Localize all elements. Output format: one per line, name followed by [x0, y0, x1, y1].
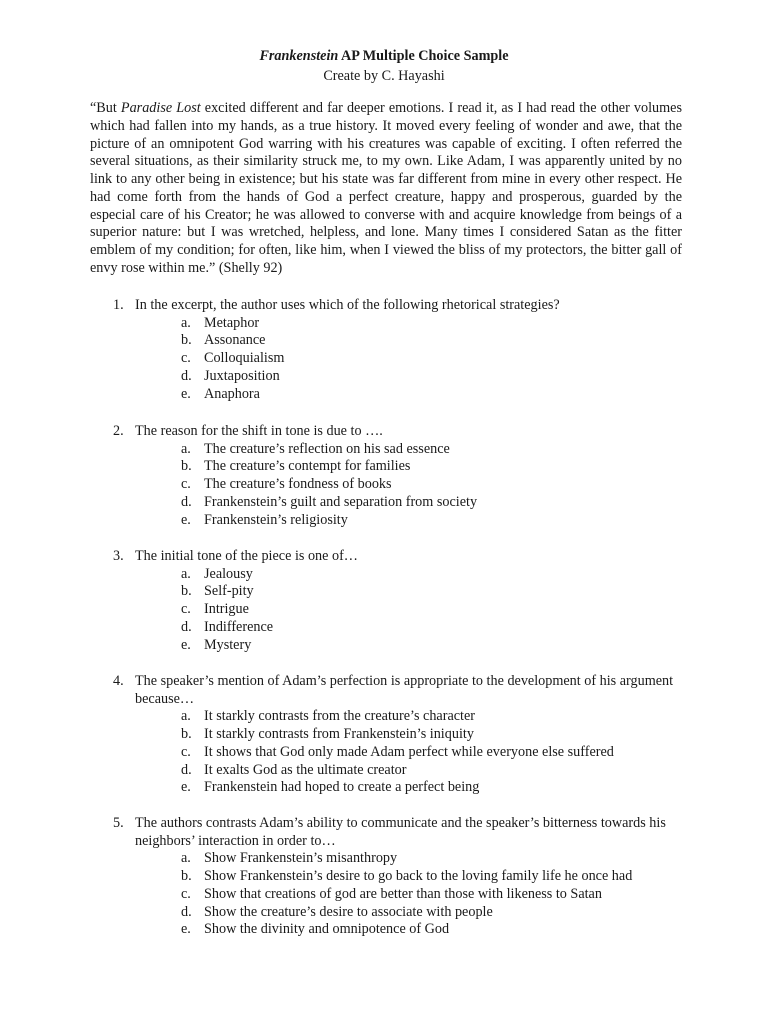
option-text: It starkly contrasts from the creature’s character — [204, 708, 476, 725]
question-1 — [113, 297, 693, 403]
document-title — [0, 46, 768, 66]
passage-body: excited different and far deeper emotions. I read it, as I had read the other volumes which had fallen into my hands, as a true history. It moved every feeling of wonder and awe, that the picture of an omnipotent God warring with his creatures was capable of exciting. I often referred the several situations, as their similarity struck me, to my own. Like Adam, I was apparently united by no link to any other being in existence; but his state was far different from mine in every other respect. He had come forth from the hands of God a perfect creature, happy and prosperous, guarded by the especial care of his Creator; he was allowed to converse with and acquire knowledge from beings of a superior nature: but I was wretched, helpless, and lone. Many times I considered Satan as the fitter emblem of my condition; for often, like him, when I viewed the bliss of my protectors, the bitter gall of envy rose within me.” (Shelly 92) — [90, 100, 682, 276]
answer-option — [113, 726, 693, 744]
option-letter: b. — [181, 868, 192, 885]
option-letter: b. — [181, 458, 192, 475]
option-letter: e. — [181, 636, 191, 653]
answer-option — [113, 762, 693, 780]
option-letter: d. — [181, 903, 192, 920]
option-letter: b. — [181, 332, 192, 349]
question-number: 3. — [113, 548, 124, 564]
answer-option — [113, 637, 693, 655]
question-text: The authors contrasts Adam’s ability to communicate and the speaker’s bitterness towards his neighbors’ interaction in order to… — [135, 815, 666, 849]
answer-option — [113, 921, 693, 939]
answer-option — [113, 601, 693, 619]
option-text: Mystery — [204, 636, 252, 653]
option-text: Show Frankenstein’s desire to go back to the loving family life he once had — [204, 868, 633, 885]
answer-option — [113, 583, 693, 601]
option-text: Indifference — [204, 618, 274, 635]
option-letter: d. — [181, 367, 192, 384]
option-letter: a. — [181, 565, 191, 582]
answer-option — [113, 779, 693, 797]
option-text: The creature’s reflection on his sad essence — [204, 440, 450, 457]
answer-option — [113, 566, 693, 584]
answer-option — [113, 904, 693, 922]
answer-option — [113, 850, 693, 868]
option-letter: d. — [181, 493, 192, 510]
question-4 — [113, 673, 693, 797]
option-text: Intrigue — [204, 601, 249, 618]
option-letter: e. — [181, 779, 191, 796]
option-letter: c. — [181, 476, 191, 493]
answer-option — [113, 386, 693, 404]
option-letter: d. — [181, 761, 192, 778]
option-letter: b. — [181, 726, 192, 743]
option-text: Anaphora — [204, 385, 260, 402]
option-letter: a. — [181, 440, 191, 457]
question-number: 5. — [113, 815, 124, 831]
option-text: Show Frankenstein’s misanthropy — [204, 850, 398, 867]
document-subtitle: Create by C. Hayashi — [323, 68, 445, 84]
answer-option — [113, 476, 693, 494]
option-letter: a. — [181, 314, 191, 331]
question-text: The reason for the shift in tone is due to …. — [135, 423, 383, 439]
title-italic: Frankenstein — [259, 48, 339, 64]
question-number: 2. — [113, 423, 124, 439]
answer-option — [113, 332, 693, 350]
option-text: The creature’s fondness of books — [204, 476, 392, 493]
option-text: It exalts God as the ultimate creator — [204, 761, 407, 778]
question-2 — [113, 423, 693, 529]
option-letter: c. — [181, 601, 191, 618]
answer-option — [113, 458, 693, 476]
option-text: Frankenstein’s guilt and separation from society — [204, 493, 478, 510]
option-text: Colloquialism — [204, 350, 285, 367]
answer-options — [113, 850, 693, 939]
option-text: Show that creations of god are better than those with likeness to Satan — [204, 885, 602, 902]
option-text: Metaphor — [204, 314, 260, 331]
answer-options — [113, 315, 693, 404]
option-letter: a. — [181, 850, 191, 867]
option-text: Assonance — [204, 332, 266, 349]
option-letter: e. — [181, 385, 191, 402]
answer-options — [113, 708, 693, 797]
answer-option — [113, 494, 693, 512]
option-text: Juxtaposition — [204, 367, 280, 384]
answer-option — [113, 315, 693, 333]
answer-options — [113, 566, 693, 655]
option-letter: c. — [181, 885, 191, 902]
question-text: In the excerpt, the author uses which of the following rhetorical strategies? — [135, 297, 560, 313]
answer-option — [113, 868, 693, 886]
answer-option — [113, 512, 693, 530]
answer-option — [113, 744, 693, 762]
option-letter: e. — [181, 921, 191, 938]
answer-option — [113, 886, 693, 904]
option-letter: e. — [181, 511, 191, 528]
option-text: Self-pity — [204, 583, 254, 600]
option-text: The creature’s contempt for families — [204, 458, 411, 475]
question-3 — [113, 548, 693, 654]
passage-open: “But — [90, 100, 121, 116]
question-text: The initial tone of the piece is one of… — [135, 548, 358, 564]
answer-options — [113, 441, 693, 530]
answer-option — [113, 368, 693, 386]
answer-option — [113, 619, 693, 637]
question-5 — [113, 815, 693, 939]
option-letter: c. — [181, 350, 191, 367]
option-letter: b. — [181, 583, 192, 600]
option-text: Frankenstein’s religiosity — [204, 511, 348, 528]
option-letter: c. — [181, 743, 191, 760]
option-letter: d. — [181, 618, 192, 635]
title-rest: AP Multiple Choice Sample — [338, 48, 509, 64]
answer-option — [113, 708, 693, 726]
option-text: Show the divinity and omnipotence of God — [204, 921, 450, 938]
question-number: 1. — [113, 297, 124, 313]
answer-option — [113, 441, 693, 459]
question-number: 4. — [113, 673, 124, 689]
option-text: Show the creature’s desire to associate with people — [204, 903, 493, 920]
option-text: It starkly contrasts from Frankenstein’s iniquity — [204, 726, 474, 743]
excerpt-passage — [90, 100, 682, 278]
option-text: Frankenstein had hoped to create a perfect being — [204, 779, 480, 796]
option-text: Jealousy — [204, 565, 253, 582]
option-text: It shows that God only made Adam perfect while everyone else suffered — [204, 743, 614, 760]
question-text: The speaker’s mention of Adam’s perfection is appropriate to the development of his argument because… — [135, 673, 674, 707]
answer-option — [113, 350, 693, 368]
option-letter: a. — [181, 708, 191, 725]
passage-book-title: Paradise Lost — [120, 100, 201, 116]
